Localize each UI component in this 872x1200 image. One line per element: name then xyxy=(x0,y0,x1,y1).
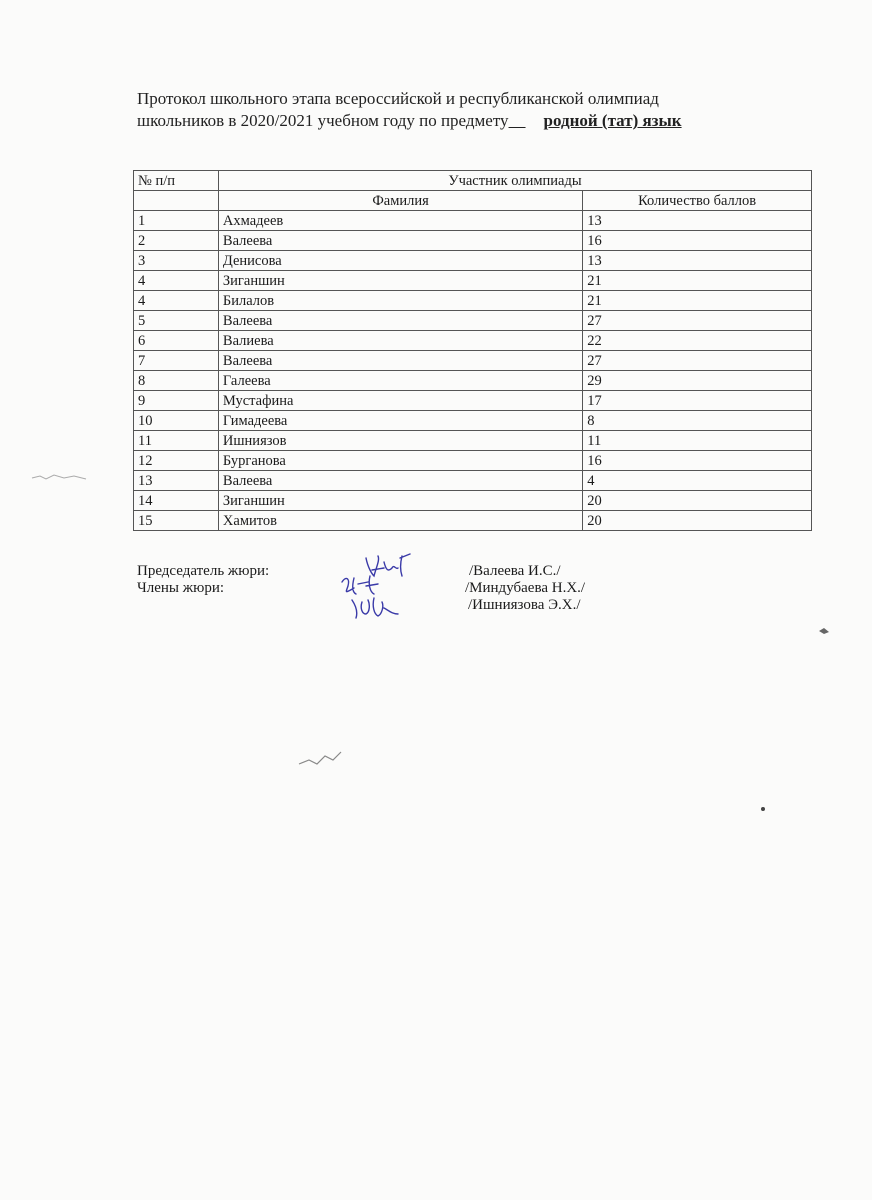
row-number: 4 xyxy=(134,291,219,311)
row-number: 3 xyxy=(134,251,219,271)
table-subheader-row xyxy=(134,191,812,211)
row-number: 15 xyxy=(134,511,219,531)
row-score: 17 xyxy=(583,391,812,411)
row-score: 29 xyxy=(583,371,812,391)
row-surname: Гимадеева xyxy=(218,411,582,431)
row-surname: Билалов xyxy=(218,291,582,311)
header-empty xyxy=(134,191,219,211)
row-surname: Валиева xyxy=(218,331,582,351)
row-surname: Ахмадеев xyxy=(218,211,582,231)
row-number: 12 xyxy=(134,451,219,471)
table-row xyxy=(134,251,812,271)
row-score: 16 xyxy=(583,451,812,471)
scan-speck xyxy=(30,470,90,484)
table-row xyxy=(134,471,812,491)
row-number: 10 xyxy=(134,411,219,431)
title-line-2-text: школьников в 2020/2021 учебном году по предмету xyxy=(137,111,509,130)
row-score: 13 xyxy=(583,211,812,231)
title-line-1: Протокол школьного этапа всероссийской и республиканской олимпиад xyxy=(137,89,659,108)
row-surname: Бурганова xyxy=(218,451,582,471)
jury-member-2-row xyxy=(137,597,757,614)
row-surname: Валеева xyxy=(218,471,582,491)
scan-speck xyxy=(760,806,766,812)
header-surname: Фамилия xyxy=(218,191,582,211)
row-score: 11 xyxy=(583,431,812,451)
table-body xyxy=(134,211,812,531)
member-1-name: /Миндубаева Н.Х./ xyxy=(465,580,586,596)
row-surname: Валеева xyxy=(218,351,582,371)
jury-chair-row xyxy=(137,563,757,580)
row-surname: Ишниязов xyxy=(218,431,582,451)
table-row xyxy=(134,451,812,471)
row-score: 4 xyxy=(583,471,812,491)
row-score: 13 xyxy=(583,251,812,271)
chair-label: Председатель жюри: xyxy=(137,563,270,579)
members-label: Члены жюри: xyxy=(137,580,225,596)
row-number: 1 xyxy=(134,211,219,231)
row-score: 27 xyxy=(583,351,812,371)
row-surname: Галеева xyxy=(218,371,582,391)
subject-name: родной (тат) язык xyxy=(543,111,682,130)
table-row xyxy=(134,211,812,231)
table-row xyxy=(134,351,812,371)
table-row xyxy=(134,231,812,251)
table-row xyxy=(134,271,812,291)
row-number: 8 xyxy=(134,371,219,391)
table-row xyxy=(134,431,812,451)
row-number: 13 xyxy=(134,471,219,491)
table-row xyxy=(134,511,812,531)
row-score: 21 xyxy=(583,271,812,291)
table-row xyxy=(134,291,812,311)
row-score: 8 xyxy=(583,411,812,431)
row-score: 22 xyxy=(583,331,812,351)
table-row xyxy=(134,331,812,351)
row-surname: Зиганшин xyxy=(218,271,582,291)
row-number: 2 xyxy=(134,231,219,251)
member-2-name: /Ишниязова Э.Х./ xyxy=(468,597,581,613)
row-score: 16 xyxy=(583,231,812,251)
header-number: № п/п xyxy=(134,171,219,191)
scan-speck xyxy=(818,626,830,636)
header-participant: Участник олимпиады xyxy=(218,171,811,191)
jury-members-row xyxy=(137,580,757,597)
row-surname: Валеева xyxy=(218,311,582,331)
row-surname: Денисова xyxy=(218,251,582,271)
row-score: 21 xyxy=(583,291,812,311)
row-surname: Зиганшин xyxy=(218,491,582,511)
row-score: 20 xyxy=(583,511,812,531)
row-surname: Мустафина xyxy=(218,391,582,411)
row-number: 5 xyxy=(134,311,219,331)
results-table xyxy=(133,170,812,531)
table-header-row xyxy=(134,171,812,191)
table-row xyxy=(134,391,812,411)
row-score: 27 xyxy=(583,311,812,331)
jury-section xyxy=(137,563,757,614)
row-number: 7 xyxy=(134,351,219,371)
title-line-2 xyxy=(137,110,817,132)
row-score: 20 xyxy=(583,491,812,511)
row-number: 14 xyxy=(134,491,219,511)
row-surname: Валеева xyxy=(218,231,582,251)
table-row xyxy=(134,371,812,391)
table-row xyxy=(134,491,812,511)
row-number: 4 xyxy=(134,271,219,291)
subject-underline xyxy=(509,111,526,130)
row-number: 6 xyxy=(134,331,219,351)
table-row xyxy=(134,311,812,331)
row-number: 9 xyxy=(134,391,219,411)
row-surname: Хамитов xyxy=(218,511,582,531)
row-number: 11 xyxy=(134,431,219,451)
chair-name: /Валеева И.С./ xyxy=(469,563,561,579)
table-row xyxy=(134,411,812,431)
scan-speck xyxy=(295,748,345,770)
protocol-title xyxy=(137,88,817,132)
header-score: Количество баллов xyxy=(583,191,812,211)
